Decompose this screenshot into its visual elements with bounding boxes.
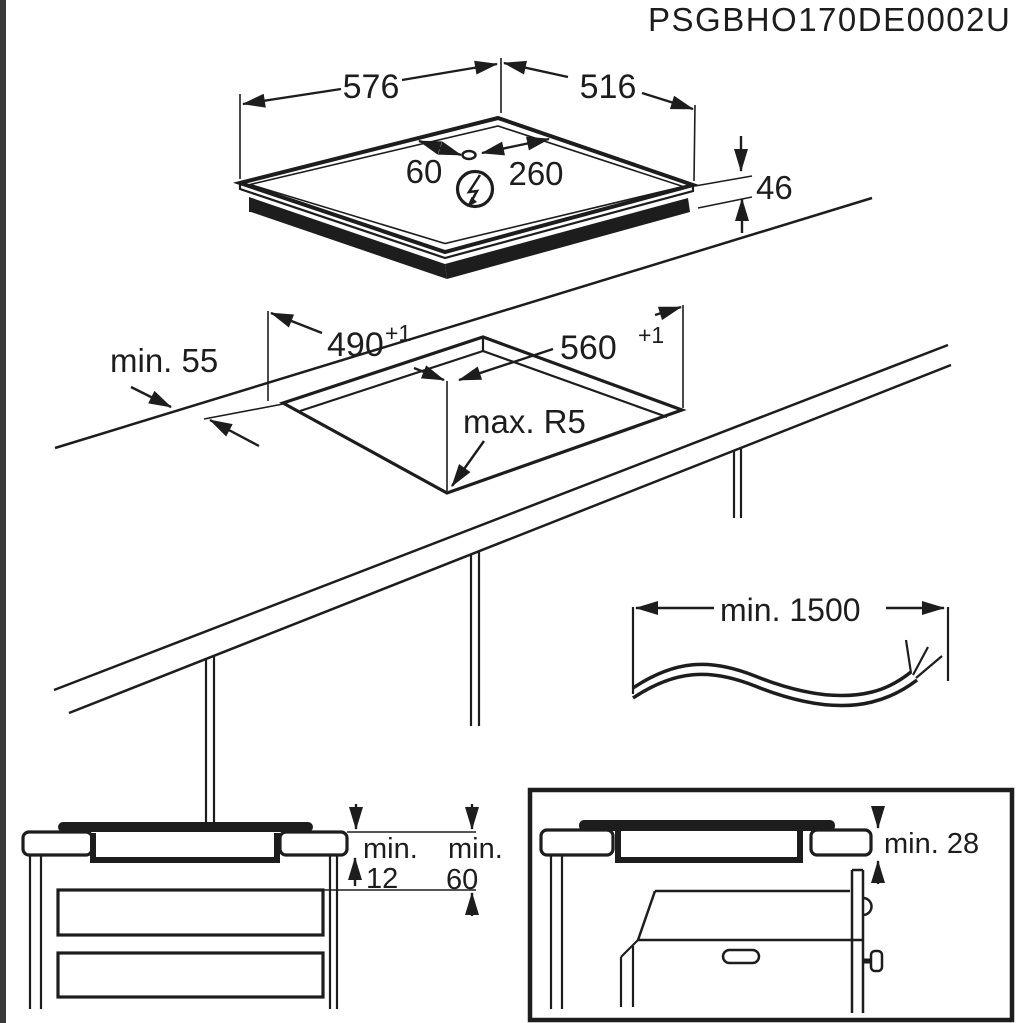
hob-height-label: 46 — [756, 169, 793, 206]
product-code: PSGBHO170DE0002U — [648, 1, 1012, 38]
hob-casing-section — [615, 831, 803, 863]
dim-line-516 — [504, 63, 568, 77]
hob-isometric-diagram — [240, 58, 793, 279]
dim-arrow-min55 — [210, 420, 259, 446]
cable-entry-point — [463, 151, 476, 159]
back-clearance-label: min. 55 — [110, 342, 219, 379]
dim-line-490 — [271, 313, 322, 333]
built-under-oven — [621, 870, 882, 1013]
dim-line-576 — [402, 64, 497, 80]
dim-line-560 — [655, 307, 681, 315]
min12-value-label: 12 — [366, 863, 399, 895]
min60-value-label: 60 — [446, 864, 479, 896]
electrical-connection-icon — [458, 172, 493, 208]
oven-control-knob — [871, 951, 882, 971]
corner-radius-arrow — [452, 441, 484, 486]
drawer-front-lower — [58, 953, 323, 997]
hob-glass-section — [579, 820, 835, 831]
cable-offset-right-label: 260 — [508, 155, 564, 192]
worktop-right-section — [280, 832, 347, 855]
leader-line — [695, 176, 752, 186]
dim-arrow-min55 — [131, 387, 171, 407]
cabinet-legs — [206, 448, 741, 824]
hob-depth-label: 516 — [579, 68, 637, 106]
oven-section-diagram — [530, 790, 1012, 1020]
hob-glass-section — [58, 822, 313, 832]
drawer-front-upper — [58, 890, 323, 935]
power-cable-diagram — [633, 592, 948, 705]
min12-prefix-label: min. — [363, 833, 418, 865]
hob-width-label: 576 — [342, 68, 400, 106]
worktop-right-section — [811, 830, 871, 855]
ext-line — [694, 105, 695, 181]
cutout-depth-label: 490 — [327, 326, 384, 364]
worktop-front-edge — [54, 345, 948, 690]
dim-line-576 — [243, 89, 341, 104]
ext-line — [204, 404, 283, 419]
oven-door-handle — [723, 950, 759, 963]
page-edge-strip — [0, 0, 6, 1023]
cable-offset-left-label: 60 — [405, 153, 443, 190]
corner-radius-label: max. R5 — [463, 403, 586, 440]
cutout-width-label: 560 — [560, 329, 617, 367]
min60-prefix-label: min. — [448, 833, 503, 865]
worktop-left-section — [23, 832, 92, 855]
worktop-cutout-diagram — [54, 198, 951, 824]
worktop-left-section — [541, 830, 613, 855]
hob-casing-section — [90, 833, 280, 863]
leader-line — [698, 197, 752, 208]
dim-line-516 — [642, 93, 693, 109]
cutout-width-tolerance: +1 — [638, 322, 665, 348]
cable-length-label: min. 1500 — [720, 592, 861, 628]
cable-wire-ends — [906, 640, 942, 678]
cutout-depth-tolerance: +1 — [385, 320, 412, 346]
cabinet-section-diagram — [23, 804, 503, 1009]
oven-hinge-bump — [863, 898, 872, 915]
oven-clearance-label: min. 28 — [884, 828, 980, 860]
